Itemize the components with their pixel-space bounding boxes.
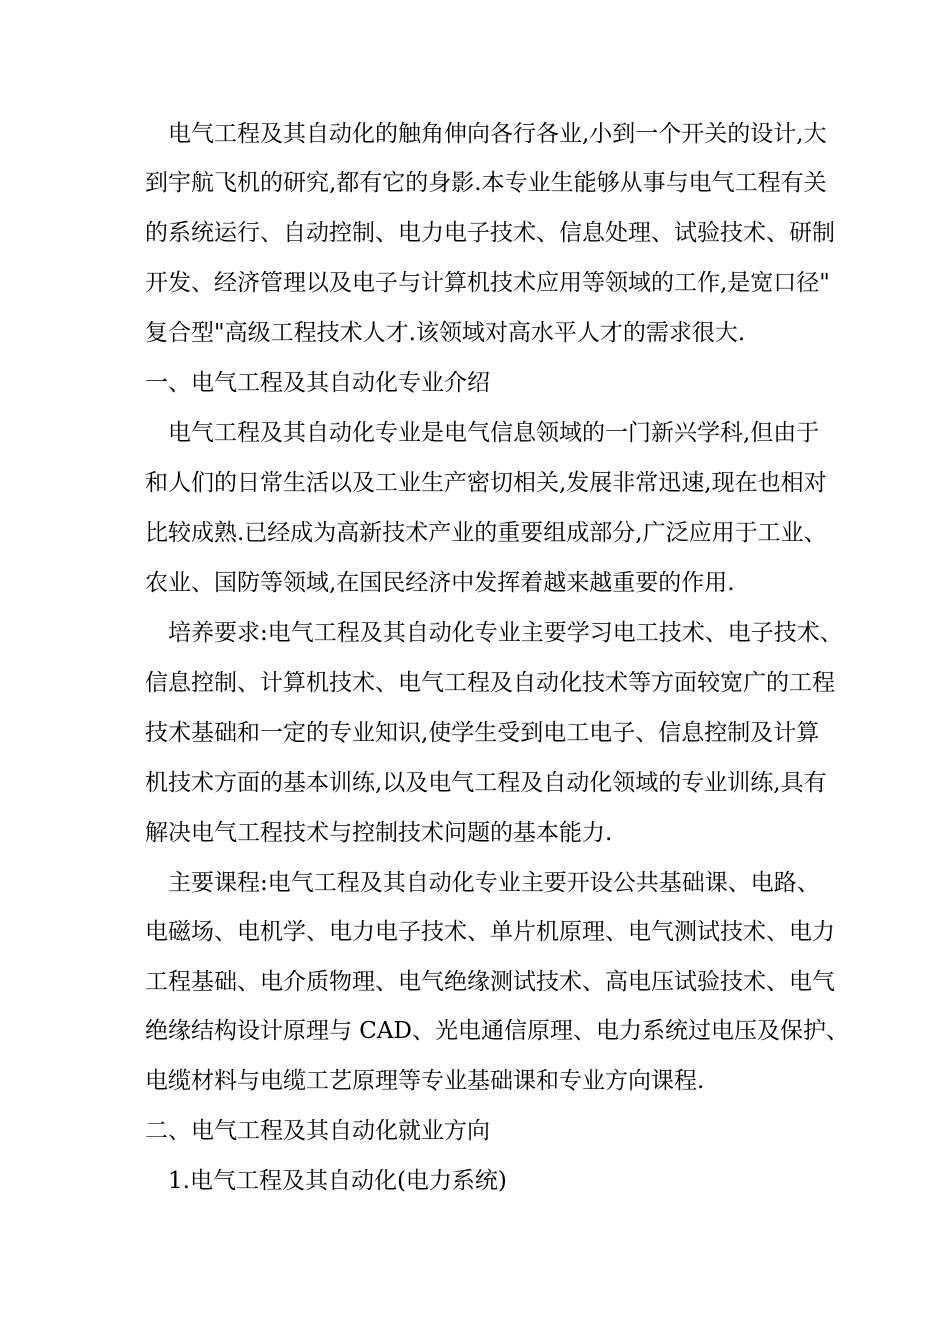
paragraph-line: 培养要求:电气工程及其自动化专业主要学习电工技术、电子技术、 (168, 620, 843, 646)
paragraph-line: 电气工程及其自动化专业是电气信息领域的一门新兴学科,但由于 (168, 420, 820, 446)
paragraph-line: 和人们的日常生活以及工业生产密切相关,发展非常迅速,现在也相对 (145, 470, 827, 496)
paragraph-line: 比较成熟.已经成为高新技术产业的重要组成部分,广泛应用于工业、 (145, 520, 827, 546)
paragraph-line: 到宇航飞机的研究,都有它的身影.本专业生能够从事与电气工程有关 (145, 170, 827, 196)
paragraph-line: 开发、经济管理以及电子与计算机技术应用等领域的工作,是宽口径" (145, 270, 830, 296)
paragraph-line: 的系统运行、自动控制、电力电子技术、信息处理、试验技术、研制 (145, 220, 835, 246)
paragraph-line: 技术基础和一定的专业知识,使学生受到电工电子、信息控制及计算 (145, 720, 820, 746)
section-heading: 一、电气工程及其自动化专业介绍 (145, 370, 490, 396)
paragraph-line: 机技术方面的基本训练,以及电气工程及自动化领域的专业训练,具有 (145, 770, 827, 796)
subsection-heading: 1.电气工程及其自动化(电力系统) (168, 1168, 507, 1194)
paragraph-line: 复合型"高级工程技术人才.该领域对高水平人才的需求很大. (145, 320, 746, 346)
paragraph-line: 电磁场、电机学、电力电子技术、单片机原理、电气测试技术、电力 (145, 919, 835, 945)
paragraph-line: 主要课程:电气工程及其自动化专业主要开设公共基础课、电路、 (168, 870, 820, 896)
paragraph-line: 信息控制、计算机技术、电气工程及自动化技术等方面较宽广的工程 (145, 670, 835, 696)
section-heading: 二、电气工程及其自动化就业方向 (145, 1118, 490, 1144)
paragraph-line: 电气工程及其自动化的触角伸向各行各业,小到一个开关的设计,大 (168, 121, 827, 147)
paragraph-line: 绝缘结构设计原理与 CAD、光电通信原理、电力系统过电压及保护、 (145, 1018, 849, 1044)
paragraph-line: 电缆材料与电缆工艺原理等专业基础课和专业方向课程. (145, 1068, 705, 1094)
paragraph-line: 农业、国防等领域,在国民经济中发挥着越来越重要的作用. (145, 570, 735, 596)
paragraph-line: 解决电气工程技术与控制技术问题的基本能力. (145, 820, 613, 846)
paragraph-line: 工程基础、电介质物理、电气绝缘测试技术、高电压试验技术、电气 (145, 969, 835, 995)
